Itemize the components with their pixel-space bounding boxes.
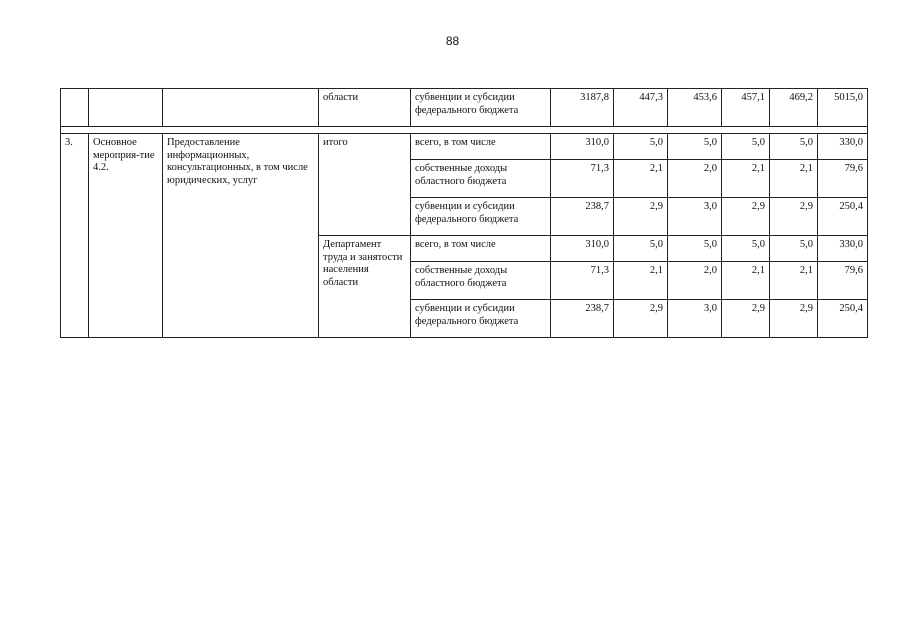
value-cell: 2,0	[668, 262, 722, 300]
gap-cell	[61, 127, 868, 134]
empty-cell	[163, 89, 319, 127]
value-cell: 250,4	[818, 198, 868, 236]
value-cell: 2,1	[722, 160, 770, 198]
value-cell: 238,7	[551, 198, 614, 236]
table-row	[61, 134, 868, 160]
empty-cell	[61, 89, 89, 127]
value-cell: 457,1	[722, 89, 770, 127]
value-cell: 5,0	[668, 236, 722, 262]
value-cell: 2,1	[770, 262, 818, 300]
value-cell: 79,6	[818, 160, 868, 198]
value-cell: 3187,8	[551, 89, 614, 127]
value-cell: 5,0	[722, 236, 770, 262]
value-cell: 5015,0	[818, 89, 868, 127]
value-cell: 5,0	[614, 134, 668, 160]
value-cell: 3,0	[668, 300, 722, 338]
value-cell: 238,7	[551, 300, 614, 338]
value-cell: 2,1	[722, 262, 770, 300]
source-cell: всего, в том числе	[411, 236, 551, 262]
source-cell: всего, в том числе	[411, 134, 551, 160]
value-cell: 2,9	[614, 198, 668, 236]
value-cell: 310,0	[551, 134, 614, 160]
executor-cell: Департамент труда и занятости населения области	[319, 236, 411, 338]
value-cell: 2,9	[614, 300, 668, 338]
table-row	[61, 89, 868, 127]
value-cell: 71,3	[551, 262, 614, 300]
source-cell: субвенции и субсидии федерального бюджета	[411, 198, 551, 236]
value-cell: 447,3	[614, 89, 668, 127]
executor-cell: области	[319, 89, 411, 127]
value-cell: 250,4	[818, 300, 868, 338]
value-cell: 2,0	[668, 160, 722, 198]
value-cell: 2,1	[614, 262, 668, 300]
value-cell: 330,0	[818, 236, 868, 262]
value-cell: 2,1	[770, 160, 818, 198]
activity-description: Предоставление информационных, консультационных, в том числе юридических, услуг	[163, 134, 319, 338]
value-cell: 5,0	[614, 236, 668, 262]
value-cell: 469,2	[770, 89, 818, 127]
value-cell: 310,0	[551, 236, 614, 262]
value-cell: 5,0	[668, 134, 722, 160]
value-cell: 453,6	[668, 89, 722, 127]
activity-name: Основное мероприя-тие 4.2.	[89, 134, 163, 338]
budget-table	[60, 88, 868, 338]
value-cell: 2,9	[770, 198, 818, 236]
table-gap-row	[61, 127, 868, 134]
value-cell: 79,6	[818, 262, 868, 300]
value-cell: 330,0	[818, 134, 868, 160]
value-cell: 2,9	[722, 198, 770, 236]
value-cell: 5,0	[722, 134, 770, 160]
source-cell: субвенции и субсидии федерального бюджета	[411, 89, 551, 127]
value-cell: 2,9	[722, 300, 770, 338]
source-cell: собственные доходы областного бюджета	[411, 262, 551, 300]
value-cell: 71,3	[551, 160, 614, 198]
executor-cell: итого	[319, 134, 411, 236]
value-cell: 2,9	[770, 300, 818, 338]
value-cell: 5,0	[770, 236, 818, 262]
empty-cell	[89, 89, 163, 127]
source-cell: субвенции и субсидии федерального бюджета	[411, 300, 551, 338]
value-cell: 5,0	[770, 134, 818, 160]
value-cell: 3,0	[668, 198, 722, 236]
page-number: 88	[445, 34, 460, 48]
activity-number: 3.	[61, 134, 89, 338]
source-cell: собственные доходы областного бюджета	[411, 160, 551, 198]
value-cell: 2,1	[614, 160, 668, 198]
